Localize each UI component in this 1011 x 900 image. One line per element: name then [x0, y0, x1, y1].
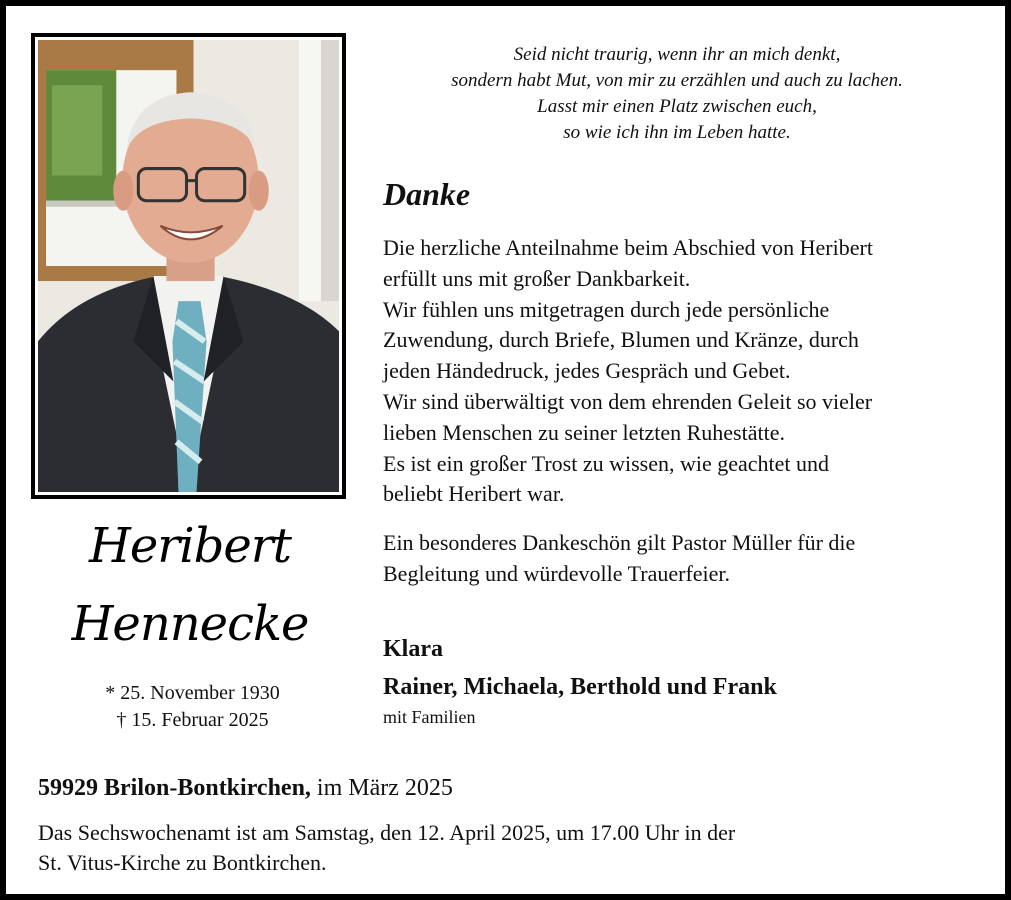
signature-children: Rainer, Michaela, Berthold und Frank	[383, 674, 777, 700]
portrait-photo	[31, 33, 346, 499]
deceased-last-name: Hennecke	[71, 596, 309, 652]
body-line: Die herzliche Anteilnahme beim Abschied von Heribert	[383, 235, 873, 260]
body-line: erfüllt uns mit großer Dankbarkeit.	[383, 265, 691, 291]
body-line: lieben Menschen zu seiner letzten Ruhestätte.	[383, 419, 785, 445]
thanks-body	[383, 233, 993, 510]
signature-families: mit Familien	[383, 707, 476, 727]
birth-date: * 25. November 1930	[105, 682, 280, 704]
signature-spouse: Klara	[383, 636, 443, 662]
place-date: im März 2025	[310, 775, 453, 801]
service-line: Das Sechswochenamt ist am Samstag, den 12. April 2025, um 17.00 Uhr in der	[38, 820, 736, 845]
service-line: St. Vitus-Kirche zu Bontkirchen.	[38, 850, 327, 875]
poem	[366, 42, 988, 146]
death-date: † 15. Februar 2025	[116, 709, 269, 731]
portrait-image	[38, 40, 339, 492]
body-line: Wir fühlen uns mitgetragen durch jede persönliche	[383, 296, 830, 322]
body-line: Es ist ein großer Trost zu wissen, wie geachtet und	[383, 450, 830, 476]
place-location: 59929 Brilon-Bontkirchen,	[38, 775, 311, 801]
body-line: Zuwendung, durch Briefe, Blumen und Kränze, durch	[383, 327, 859, 353]
poem-line: Lasst mir einen Platz zwischen euch,	[537, 96, 817, 117]
life-dates	[40, 680, 345, 734]
special-thanks	[383, 528, 993, 590]
poem-line: so wie ich ihn im Leben hatte.	[563, 122, 791, 143]
place-and-date	[38, 775, 453, 802]
poem-line: Seid nicht traurig, wenn ihr an mich denkt,	[513, 44, 841, 65]
portrait-illustration	[38, 40, 339, 492]
service-notice	[38, 818, 938, 878]
special-thanks-line: Begleitung und würdevolle Trauerfeier.	[383, 560, 731, 586]
body-line: jeden Händedruck, jedes Gespräch und Gebet.	[383, 358, 791, 384]
heading-danke: Danke	[383, 176, 471, 212]
body-line: beliebt Heribert war.	[383, 481, 565, 507]
body-line: Wir sind überwältigt von dem ehrenden Geleit so vieler	[383, 388, 873, 414]
special-thanks-line: Ein besonderes Dankeschön gilt Pastor Müller für die	[383, 530, 856, 555]
deceased-first-name: Heribert	[89, 518, 291, 574]
poem-line: sondern habt Mut, von mir zu erzählen und auch zu lachen.	[451, 70, 903, 91]
